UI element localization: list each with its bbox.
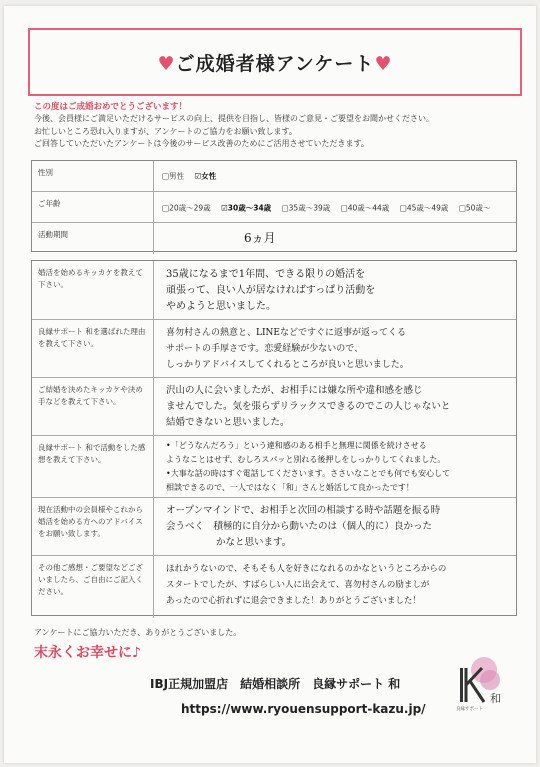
age-option[interactable]: □40歳～44歳 [340,203,390,212]
answer-line: •「どうなんだろう」という違和感のある相手と無理に関係を続けさせる [166,441,427,450]
answer-area[interactable] [156,498,516,556]
answer-line: 沢山の人に会いましたが、お相手には嫌な所や違和感を感じ [166,385,423,396]
answer-line: 喜勿村さんの熱意と、LINEなどですぐに返事が返ってくる [166,328,406,338]
answer-line: •大事な話の時はすぐ電話してくださいます。ささいなことでも何でも安心して [166,469,451,478]
logo-subtext: 良縁サポート [456,707,483,712]
logo-mark: 和 [490,692,501,705]
period-value [156,223,516,254]
answer-line: しっかりアドバイスしてくれるところが良いと思いました。 [166,360,409,370]
age-row [32,191,516,223]
question-row [32,261,516,319]
question-label: 現在活動中の会員様やこれから婚活を始める方へのアドバイスをお願い致します。 [32,498,154,556]
question-label: 婚活を始めるキッカケを教えて下さい。 [32,261,154,319]
age-option[interactable]: ☑30歳～34歳 [221,203,272,212]
intro-text [34,113,434,151]
period-label: 活動期間 [32,223,154,254]
gender-label: 性別 [32,161,154,191]
title-text: ご成婚者様アンケート [175,53,375,75]
congrats-text: この度はご成婚おめでとうございます！ [34,102,188,112]
answer-line: 35歳になるまで1年間、できる限りの婚活を [166,269,366,280]
answer-line: 会うべく 積極的に自分から動いたのは（個人的に）良かった [166,521,433,532]
age-value [156,192,516,223]
answer-line: かなと思います。 [216,537,292,548]
age-options [162,202,498,213]
shop-name: IBJ正規加盟店 結婚相談所 良縁サポート 和 [150,677,401,691]
answer-line: 頑張って、良い人が居なければすっぱり活動を [166,285,376,296]
question-label: ご結婚を決めたキッカケや決め手などを教えて下さい。 [32,378,154,436]
question-row [32,497,516,556]
gender-male-checkbox[interactable]: □男性 [162,171,185,181]
answer-line: 結婚できないと思いました。 [166,417,290,428]
period-row [32,222,516,254]
question-label: 良縁サポート 和を選ばれた理由を教えて下さい。 [32,320,154,378]
answer-line: スタートでしたが、すばらしい人に出会えて、喜勿村さんの励ましが [166,580,430,590]
answer-area[interactable] [156,320,516,378]
footer-thanks: アンケートにご協力いただき、ありがとうございました。 [34,628,242,637]
heart-icon: ♥ [374,53,393,75]
answer-line: やめようと思いました。 [166,301,276,312]
intro-line: 今後、会員様にご満足いただけるサービスの向上、提供を目指し、皆様のご意見・ご要望をお聞かせください。 [34,114,434,123]
heart-icon: ♥ [157,53,176,75]
answer-line: オープンマインドで、お相手と次回の相談する時や話題を振る時 [166,505,441,516]
age-option[interactable]: □35歳～39歳 [281,203,331,212]
gender-options [162,171,224,182]
answer-line: ほれかうないので、そもそも人を好きになれるのかなというところからの [166,564,447,574]
page-title [30,49,520,76]
profile-table [31,160,517,252]
age-option[interactable]: □20歳～29歳 [162,203,211,212]
gender-value [156,161,516,191]
logo-icon [452,652,508,712]
period-answer[interactable]: 6ヵ月 [244,231,276,245]
answer-area[interactable] [156,436,516,498]
gender-female-checkbox[interactable]: ☑女性 [194,171,217,181]
questions-table [31,260,517,616]
answer-line: 相談できるので、一人ではなく「和」さんと婚活して良かったです！ [166,483,414,492]
answer-area[interactable] [156,556,516,618]
intro-line: ご回答していただいたアンケートは今後のサービス改善のためにご活用させていただきます。 [34,139,369,149]
age-option[interactable]: □45歳～49歳 [399,203,449,212]
answer-line: サポートの手厚さです。恋愛経験が少ないので、 [166,344,364,354]
answer-line: あったので心折れずに退会できました！ありがとうございました！ [166,596,421,606]
intro-line: お忙しいところ恐れ入りますが、アンケートのご協力をお願い致します。 [34,126,297,136]
gender-row [32,161,516,191]
answer-line: ませんでした。気を張らずリラックスできるのでこの人じゃないと [166,401,451,412]
age-label: ご年齢 [32,192,154,223]
question-row [32,377,516,436]
question-label: 良縁サポート 和で活動をした感想を教えて下さい。 [32,436,154,498]
question-row [32,319,516,378]
answer-line: ようなことはせず、むしろスパッと別れる後押しをしっかりしてくれました。 [166,455,446,464]
website-link[interactable]: https://www.ryouensupport-kazu.jp/ [181,702,426,716]
answer-area[interactable] [156,261,516,319]
answer-area[interactable] [156,378,516,436]
question-row [32,435,516,498]
brand-logo [452,652,508,712]
age-option[interactable]: □50歳～ [458,203,491,212]
wish-text: 末永くお幸せに♪ [34,645,141,661]
question-row [32,555,516,618]
survey-sheet [4,6,536,763]
question-label: その他ご感想・ご要望などございましたら、ご自由にご記入ください。 [32,556,154,618]
title-box [28,28,522,96]
